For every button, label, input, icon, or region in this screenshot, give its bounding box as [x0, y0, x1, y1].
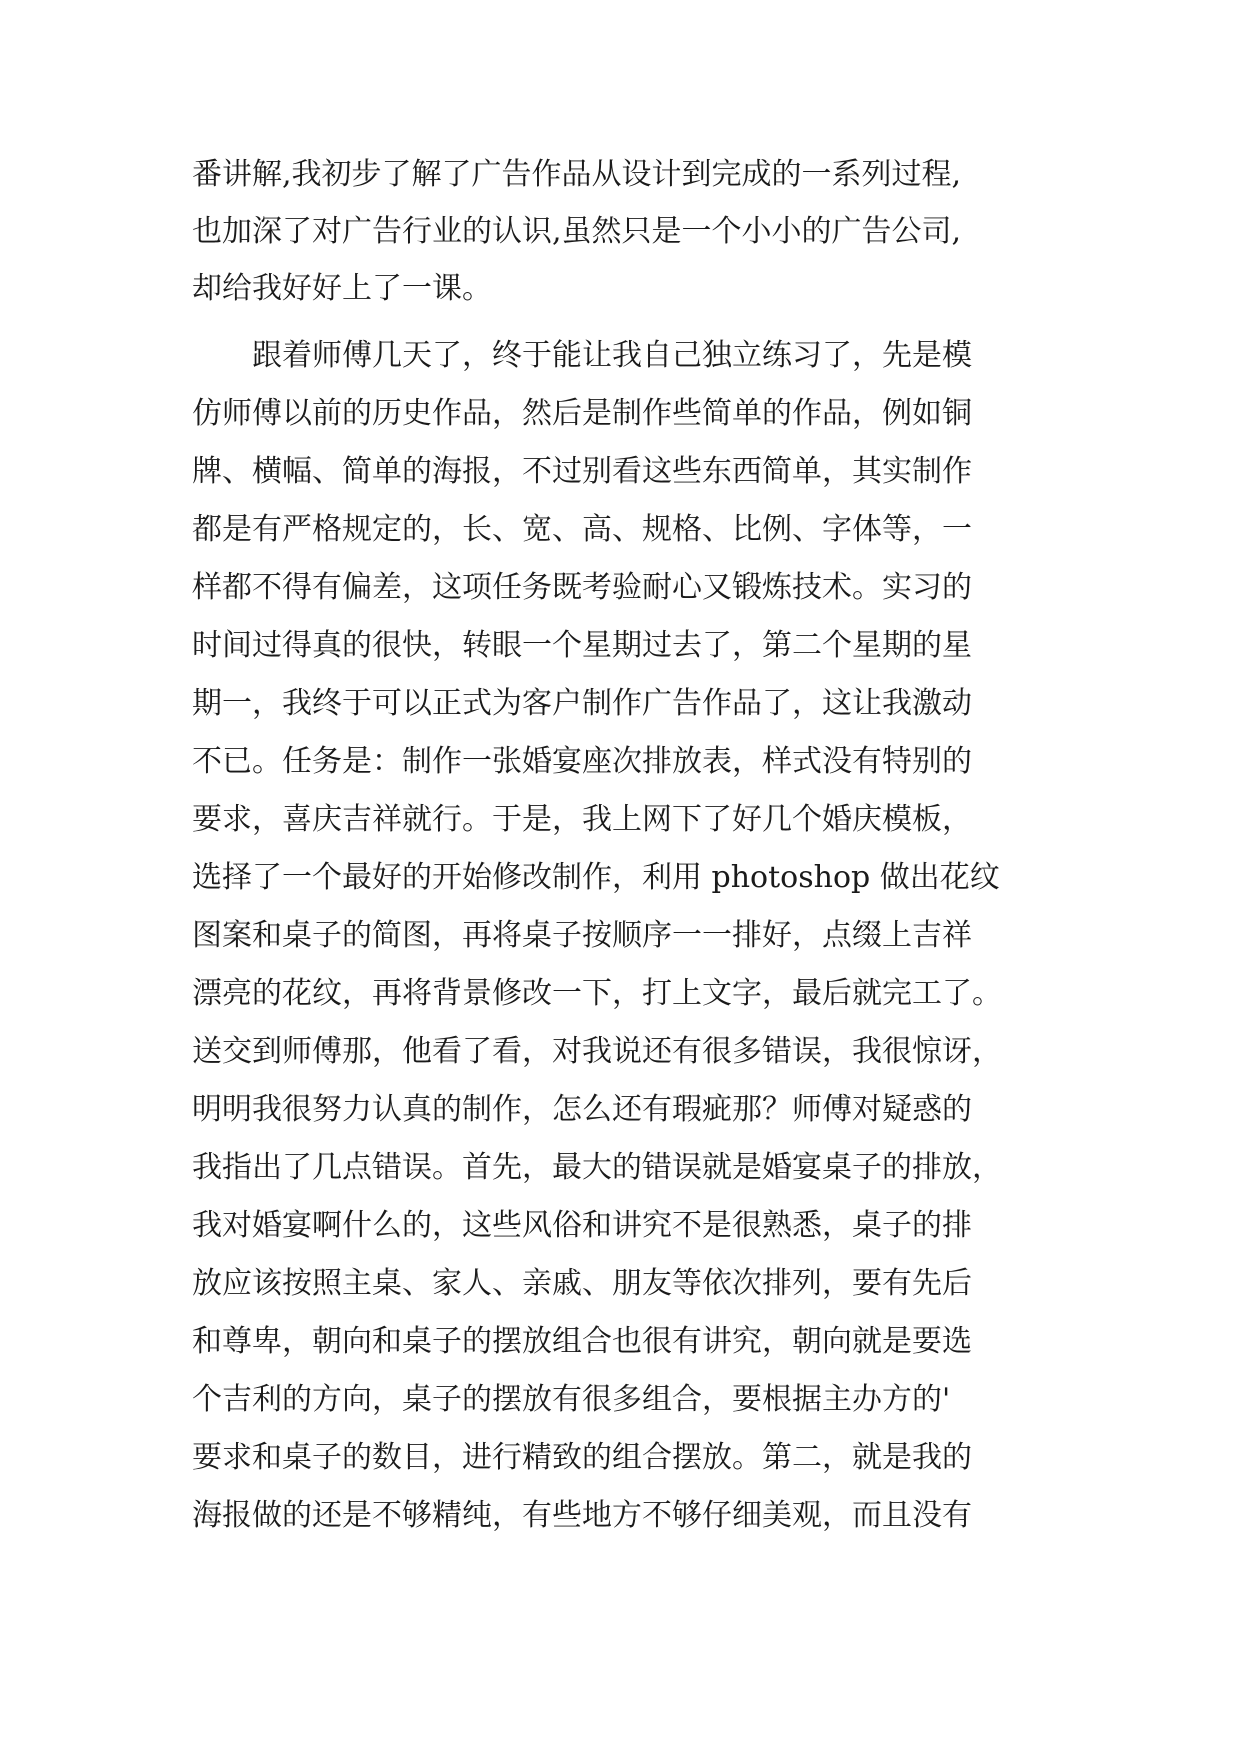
text-line-6: 牌、横幅、简单的海报，不过别看这些东西简单，其实制作: [192, 454, 972, 489]
text-line-7: 都是有严格规定的，长、宽、高、规格、比例、字体等，一: [192, 512, 972, 547]
text-line-17: 明明我很努力认真的制作，怎么还有瑕疵那？师傅对疑惑的: [192, 1092, 972, 1127]
text-line-3: 却给我好好上了一课。: [192, 271, 492, 306]
text-line-10: 期一，我终于可以正式为客户制作广告作品了，这让我激动: [192, 686, 972, 721]
text-line-24: 海报做的还是不够精纯，有些地方不够仔细美观，而且没有: [192, 1498, 972, 1533]
text-line-5: 仿师傅以前的历史作品，然后是制作些简单的作品，例如铜: [192, 396, 972, 431]
text-line-18: 我指出了几点错误。首先，最大的错误就是婚宴桌子的排放，: [192, 1150, 1002, 1185]
text-line-11: 不已。任务是：制作一张婚宴座次排放表，样式没有特别的: [192, 744, 972, 779]
text-line-20: 放应该按照主桌、家人、亲戚、朋友等依次排列，要有先后: [192, 1266, 972, 1301]
text-line-1: 番讲解,我初步了解了广告作品从设计到完成的一系列过程,: [192, 157, 962, 192]
text-line-13: 选择了一个最好的开始修改制作，利用 photoshop 做出花纹: [192, 860, 1000, 895]
paragraph-first-line: 跟着师傅几天了，终于能让我自己独立练习了，先是模: [252, 338, 972, 373]
text-line-12: 要求，喜庆吉祥就行。于是，我上网下了好几个婚庆模板，: [192, 802, 972, 837]
text-line-21: 和尊卑，朝向和桌子的摆放组合也很有讲究，朝向就是要选: [192, 1324, 972, 1359]
text-line-16: 送交到师傅那，他看了看，对我说还有很多错误，我很惊讶，: [192, 1034, 1002, 1069]
text-line-15: 漂亮的花纹，再将背景修改一下，打上文字，最后就完工了。: [192, 976, 1002, 1011]
text-line-9: 时间过得真的很快，转眼一个星期过去了，第二个星期的星: [192, 628, 972, 663]
text-line-19: 我对婚宴啊什么的，这些风俗和讲究不是很熟悉，桌子的排: [192, 1208, 972, 1243]
text-line-23: 要求和桌子的数目，进行精致的组合摆放。第二，就是我的: [192, 1440, 972, 1475]
text-line-14: 图案和桌子的简图，再将桌子按顺序一一排好，点缀上吉祥: [192, 918, 972, 953]
text-line-2: 也加深了对广告行业的认识,虽然只是一个小小的广告公司,: [192, 214, 962, 249]
text-line-22: 个吉利的方向，桌子的摆放有很多组合，要根据主办方的': [192, 1382, 951, 1417]
text-line-8: 样都不得有偏差，这项任务既考验耐心又锻炼技术。实习的: [192, 570, 972, 605]
